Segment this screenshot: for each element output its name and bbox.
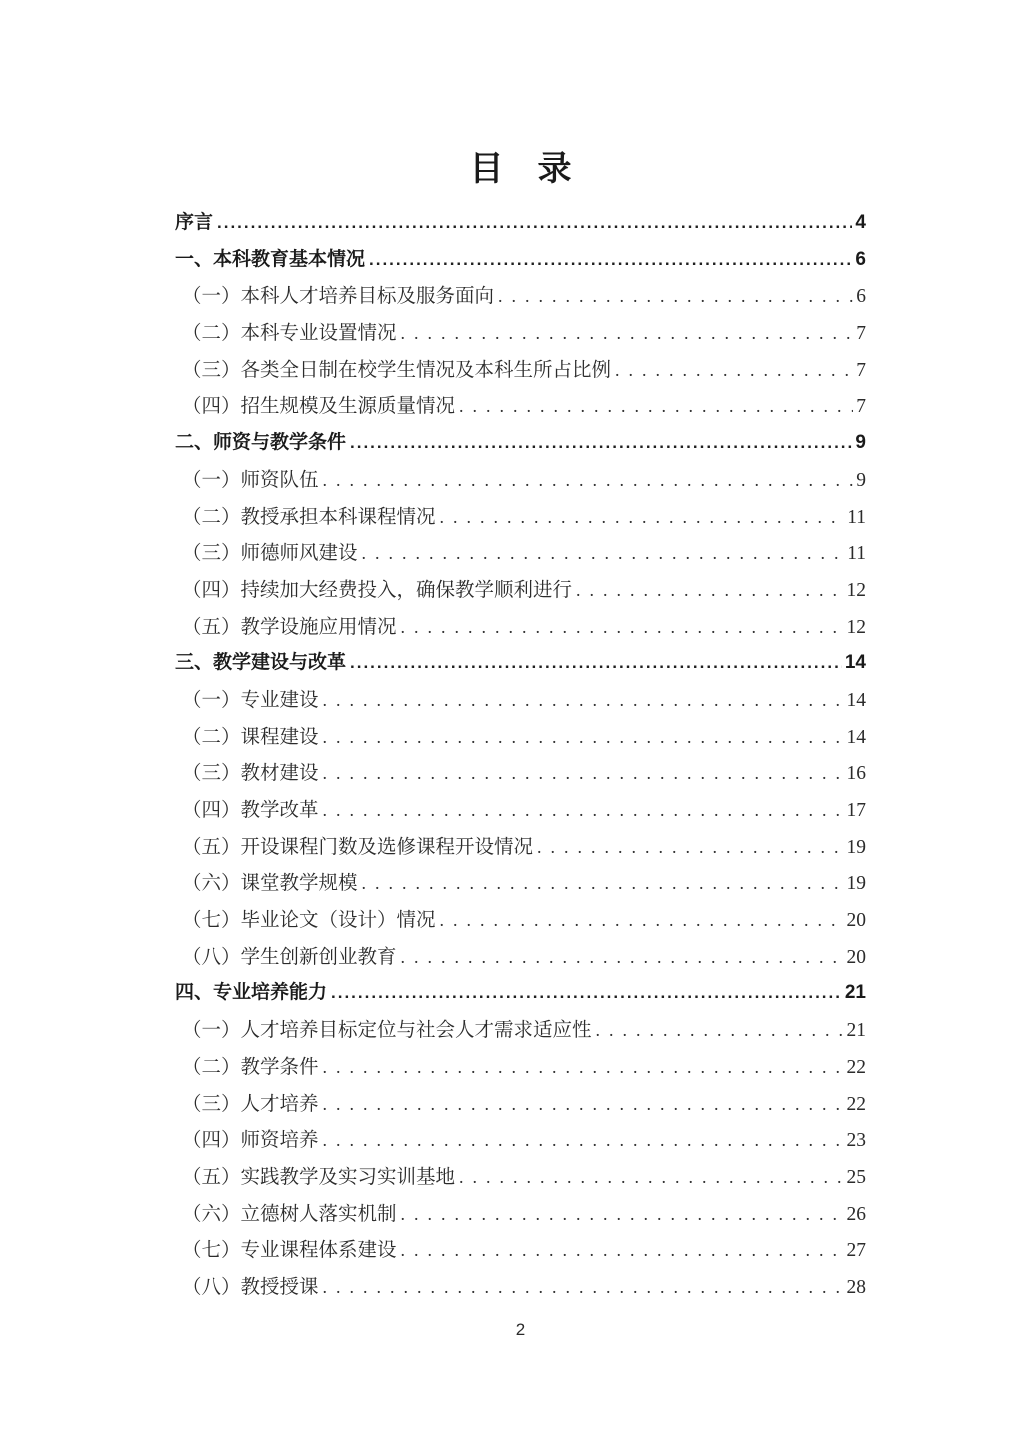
toc-entry-page-number: 14: [844, 652, 866, 674]
toc-entry-page-number: 7: [856, 396, 866, 418]
toc-entry-label: （二）课程建设: [182, 726, 319, 748]
toc-entry: [175, 205, 866, 242]
toc-entry-label: （五）实践教学及实习实训基地: [182, 1166, 456, 1188]
toc-dot-leader: [537, 829, 843, 867]
toc-entry-label: 一、本科教育基本情况: [175, 248, 366, 270]
toc-entry-label: （二）教学条件: [182, 1056, 319, 1078]
toc-entry-page-number: 9: [855, 432, 866, 454]
page-title: 目 录: [469, 151, 572, 188]
toc-entry: [175, 902, 866, 939]
toc-dot-leader: [323, 1122, 844, 1160]
toc-entry-page-number: 21: [846, 1020, 866, 1042]
toc-entry-page-number: 22: [846, 1056, 866, 1078]
toc-dot-leader: [362, 865, 844, 903]
toc-entry: [175, 865, 866, 902]
toc-entry-label: （二）本科专业设置情况: [182, 323, 397, 345]
toc-entry-page-number: 14: [846, 689, 866, 711]
toc-entry-page-number: 12: [846, 579, 866, 601]
toc-entry-label: （一）师资队伍: [182, 469, 319, 491]
toc-dot-leader: [323, 1049, 844, 1087]
toc-dot-leader: [596, 1012, 844, 1050]
toc-entry-page-number: 17: [846, 800, 866, 821]
toc-entry-label: （七）毕业论文（设计）情况: [182, 910, 436, 932]
toc-entry: [175, 939, 866, 976]
toc-dot-leader: [440, 499, 845, 537]
toc-entry-label: （一）本科人才培养目标及服务面向: [182, 286, 495, 308]
toc-entry-label: 四、专业培养能力: [175, 982, 328, 1004]
toc-dot-leader: [323, 755, 844, 793]
toc-entry-page-number: 11: [847, 506, 866, 528]
toc-entry: [175, 975, 866, 1012]
toc-entry-page-number: 9: [856, 469, 866, 491]
toc-entry-label: 二、师资与教学条件: [175, 432, 347, 454]
toc-entry-page-number: 28: [846, 1276, 866, 1298]
toc-dot-leader: [323, 682, 844, 720]
toc-entry: [175, 719, 866, 756]
toc-entry: [175, 315, 866, 352]
toc-entry-label: （七）专业课程体系建设: [182, 1240, 397, 1262]
toc-dot-leader: [401, 1232, 844, 1270]
toc-entry-label: 序言: [175, 212, 214, 233]
toc-dot-leader: [459, 388, 853, 426]
toc-entry-label: （八）教授授课: [182, 1276, 319, 1298]
toc-entry: [175, 1269, 866, 1306]
toc-entry-page-number: 16: [846, 763, 866, 785]
toc-entry-page-number: 22: [846, 1093, 866, 1115]
toc-entry: [175, 535, 866, 572]
toc-entry-page-number: 19: [846, 873, 866, 895]
toc-entry-page-number: 6: [856, 286, 866, 308]
toc-dot-leader: [615, 352, 853, 390]
toc-dot-leader: [440, 902, 844, 940]
toc-entry: [175, 1049, 866, 1086]
toc-dot-leader: [331, 975, 842, 1012]
toc-dot-leader: [323, 1269, 844, 1307]
toc-entry-label: （三）人才培养: [182, 1093, 319, 1115]
toc-entry: [175, 499, 866, 536]
toc-dot-leader: [498, 278, 853, 316]
toc-entry: [175, 609, 866, 646]
toc-entry-page-number: 11: [847, 543, 866, 565]
toc-entry-label: （一）专业建设: [182, 689, 319, 711]
toc-entry-page-number: 14: [846, 726, 866, 748]
toc-dot-leader: [350, 425, 852, 462]
toc-entry: [175, 1086, 866, 1123]
toc-entry: [175, 829, 866, 866]
toc-entry: [175, 242, 866, 279]
toc-dot-leader: [401, 315, 854, 353]
toc-dot-leader: [217, 205, 852, 242]
toc-dot-leader: [401, 609, 844, 647]
toc-entry: [175, 1232, 866, 1269]
toc-dot-leader: [323, 792, 844, 830]
toc-entry: [175, 1159, 866, 1196]
toc-entry-page-number: 7: [856, 323, 866, 345]
toc-entry: [175, 792, 866, 829]
toc-entry-label: （六）立德树人落实机制: [182, 1203, 397, 1225]
toc-entry-page-number: 20: [846, 910, 866, 932]
toc-entry-page-number: 21: [844, 982, 866, 1004]
toc-entry: [175, 278, 866, 315]
toc-entry-page-number: 12: [846, 616, 866, 638]
toc-entry: [175, 352, 866, 389]
toc-entry: [175, 388, 866, 425]
toc-entry: [175, 1122, 866, 1159]
toc-entry-label: （五）开设课程门数及选修课程开设情况: [182, 836, 534, 858]
toc-entry-label: （五）教学设施应用情况: [182, 616, 397, 638]
toc-entry-label: （八）学生创新创业教育: [182, 946, 397, 968]
toc-dot-leader: [350, 645, 842, 682]
toc-dot-leader: [369, 242, 852, 279]
toc-entry-page-number: 26: [846, 1203, 866, 1225]
toc-list: [175, 205, 866, 1306]
toc-dot-leader: [362, 535, 845, 573]
toc-entry-label: （一）人才培养目标定位与社会人才需求适应性: [182, 1020, 592, 1042]
toc-entry: [175, 1196, 866, 1233]
toc-entry: [175, 682, 866, 719]
toc-entry-label: （三）教材建设: [182, 763, 319, 785]
toc-entry-page-number: 20: [846, 946, 866, 968]
toc-dot-leader: [323, 1086, 844, 1124]
toc-entry: [175, 462, 866, 499]
toc-dot-leader: [323, 719, 844, 757]
toc-entry-label: （六）课堂教学规模: [182, 873, 358, 895]
toc-dot-leader: [459, 1159, 843, 1197]
toc-entry-label: （三）师德师风建设: [182, 543, 358, 565]
toc-entry: [175, 425, 866, 462]
toc-dot-leader: [401, 939, 844, 977]
toc-entry-label: （三）各类全日制在校学生情况及本科生所占比例: [182, 359, 612, 381]
toc-entry-page-number: 6: [855, 248, 866, 270]
toc-dot-leader: [401, 1196, 844, 1234]
toc-dot-leader: [576, 572, 843, 610]
toc-entry-label: （四）师资培养: [182, 1130, 319, 1152]
toc-entry-label: （四）持续加大经费投入，确保教学顺利进行: [182, 579, 573, 601]
footer-page-number: 2: [515, 1319, 526, 1339]
toc-entry: [175, 645, 866, 682]
toc-entry-label: （四）教学改革: [182, 800, 319, 821]
toc-entry-label: （二）教授承担本科课程情况: [182, 506, 436, 528]
toc-dot-leader: [323, 462, 854, 500]
toc-entry-page-number: 7: [856, 359, 866, 381]
toc-entry-page-number: 27: [846, 1240, 866, 1262]
toc-entry-label: 三、教学建设与改革: [175, 652, 347, 674]
toc-entry: [175, 755, 866, 792]
toc-entry: [175, 1012, 866, 1049]
toc-entry-label: （四）招生规模及生源质量情况: [182, 396, 456, 418]
toc-entry-page-number: 4: [855, 212, 866, 233]
toc-entry-page-number: 19: [846, 836, 866, 858]
toc-entry-page-number: 25: [846, 1166, 866, 1188]
toc-entry: [175, 572, 866, 609]
toc-entry-page-number: 23: [846, 1130, 866, 1152]
